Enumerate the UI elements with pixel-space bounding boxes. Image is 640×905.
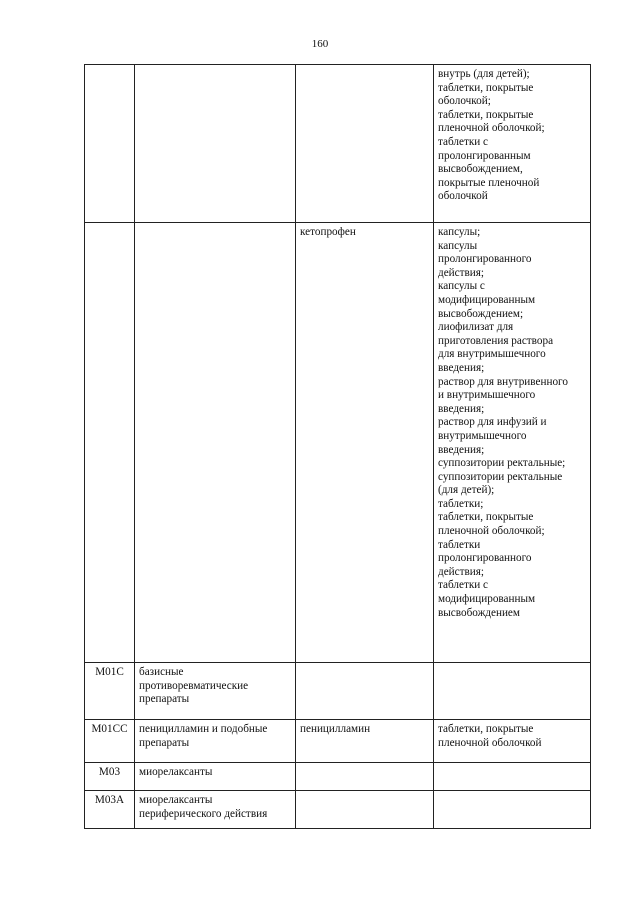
dosage-form-line: (для детей); (438, 484, 495, 497)
dosage-form-line: оболочкой; (438, 95, 491, 108)
dosage-form-line: таблетки, покрытые (438, 81, 534, 94)
dosage-form-line: лиофилизат для (438, 321, 514, 334)
dosage-form-line: пролонгированного (438, 552, 532, 565)
dosage-form-line: таблетки, покрытые (438, 108, 534, 121)
dosage-form-line: таблетки; (438, 497, 484, 510)
dosage-form-line: таблетки с (438, 579, 489, 592)
group-cell (135, 65, 296, 223)
dosage-form-line: введения; (438, 402, 485, 415)
group-name-line: препараты (139, 736, 190, 749)
group-cell (135, 720, 296, 763)
dosage-form-line: таблетки, покрытые (438, 511, 534, 524)
group-name-line: периферического действия (139, 807, 268, 820)
group-name-line: пеницилламин и подобные (139, 723, 268, 735)
dosage-form-line: действия; (438, 266, 485, 279)
table-row (85, 720, 591, 763)
dosage-form-line: внутрь (для детей); (438, 68, 530, 80)
drug-name-cell (296, 763, 434, 791)
dosage-form-line: модифицированным (438, 293, 536, 306)
table-row (85, 65, 591, 223)
drug-name-cell: пеницилламин (296, 720, 434, 763)
dosage-form-line: высвобождением (438, 606, 520, 619)
dosage-forms-cell (434, 763, 591, 791)
atc-code-cell (85, 65, 135, 223)
page-number: 160 (311, 38, 329, 50)
dosage-form-line: введения; (438, 361, 485, 374)
group-name-line: базисные (139, 666, 184, 678)
dosage-form-line: приготовления раствора (438, 334, 554, 347)
dosage-form-line: введения; (438, 443, 485, 456)
table-row (85, 763, 591, 791)
atc-code-cell: М03 (85, 763, 135, 791)
dosage-form-line: пролонгированного (438, 253, 532, 266)
dosage-form-line: внутримышечного (438, 429, 527, 442)
dosage-form-line: таблетки, покрытые (438, 723, 534, 735)
dosage-form-line: для внутримышечного (438, 348, 546, 361)
group-cell (135, 223, 296, 663)
dosage-form-line: раствор для внутривенного (438, 375, 568, 388)
dosage-form-line: капсулы; (438, 226, 481, 238)
dosage-form-line: оболочкой (438, 190, 488, 203)
atc-code-cell: М01СС (85, 720, 135, 763)
drug-name-cell (296, 791, 434, 829)
dosage-form-line: раствор для инфузий и (438, 416, 547, 429)
dosage-forms-cell (434, 65, 591, 223)
dosage-form-line: таблетки (438, 538, 481, 551)
dosage-form-line: суппозитории ректальные (438, 470, 563, 483)
dosage-form-line: пленочной оболочкой (438, 736, 542, 749)
group-cell (135, 663, 296, 720)
dosage-form-line: высвобождением; (438, 307, 524, 320)
dosage-forms-cell (434, 223, 591, 663)
dosage-form-line: капсулы (438, 239, 478, 252)
dosage-form-line: таблетки с (438, 135, 489, 148)
atc-code-cell (85, 223, 135, 663)
dosage-forms-cell (434, 791, 591, 829)
group-name-line: противоревматические (139, 679, 249, 692)
drug-name-cell (296, 65, 434, 223)
dosage-form-line: покрытые пленочной (438, 176, 540, 189)
group-name-line: миорелаксанты (139, 766, 213, 778)
dosage-form-line: капсулы с (438, 280, 485, 293)
dosage-form-line: модифицированным (438, 593, 536, 606)
dosage-form-line: действия; (438, 565, 485, 578)
dosage-forms-cell (434, 720, 591, 763)
dosage-form-line: суппозитории ректальные; (438, 457, 566, 470)
table-row (85, 223, 591, 663)
drug-table (84, 64, 591, 829)
group-cell (135, 791, 296, 829)
dosage-form-line: пролонгированным (438, 149, 531, 162)
group-name-line: препараты (139, 693, 190, 706)
dosage-form-line: высвобождением, (438, 163, 523, 176)
group-name-line: миорелаксанты (139, 794, 213, 806)
drug-name-cell (296, 663, 434, 720)
dosage-form-line: пленочной оболочкой; (438, 122, 545, 135)
atc-code-cell: М01С (85, 663, 135, 720)
group-cell (135, 763, 296, 791)
table-row (85, 791, 591, 829)
drug-name-cell: кетопрофен (296, 223, 434, 663)
dosage-form-line: пленочной оболочкой; (438, 525, 545, 538)
table-row (85, 663, 591, 720)
dosage-forms-cell (434, 663, 591, 720)
atc-code-cell: М03А (85, 791, 135, 829)
drug-table-body (85, 65, 591, 829)
dosage-form-line: и внутримышечного (438, 389, 536, 402)
